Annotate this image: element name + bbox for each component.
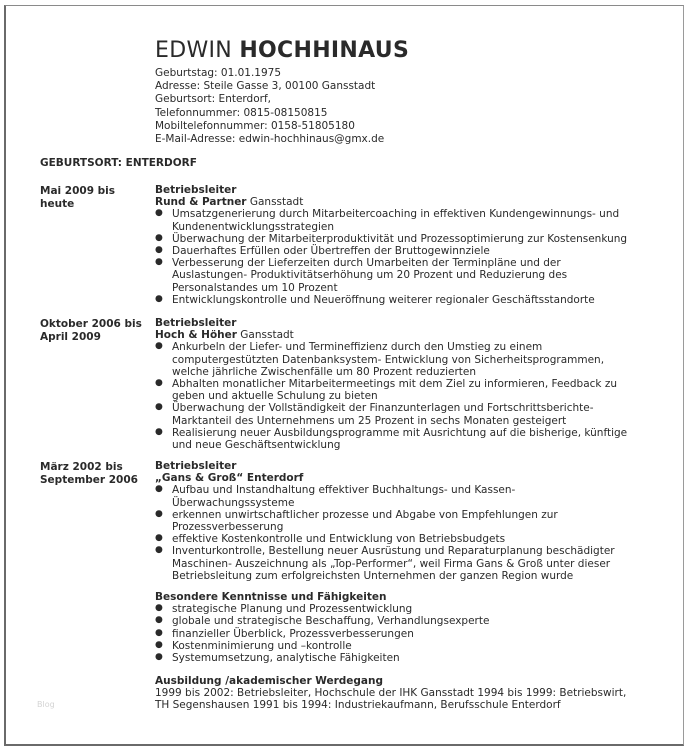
skills-title: Besondere Kenntnisse und Fähigkeiten bbox=[155, 591, 387, 603]
bullet-icon: ● bbox=[155, 402, 163, 413]
skills-section bbox=[155, 591, 635, 664]
job-title: Betriebsleiter bbox=[155, 184, 237, 196]
bullet-icon: ● bbox=[155, 378, 163, 389]
company-name: Hoch & Höher bbox=[155, 329, 237, 342]
job-date: Mai 2009 bis heute bbox=[40, 185, 116, 210]
birthday-line: Geburtstag: 01.01.1975 bbox=[155, 67, 282, 79]
education-section bbox=[155, 675, 635, 712]
job-entry bbox=[155, 460, 635, 582]
bullet-list bbox=[155, 341, 635, 451]
list-item: ● globale und strategische Beschaffung, Verhandlungsexperte bbox=[155, 615, 490, 628]
list-item: ● Inventurkontrolle, Bestellung neuer Ausrüstung und Reparaturplanung beschädigter Maschinen- Auszeichnung als „Top-Performer“, weil Firma Gans & Groß unter dieser Betriebsleitung zum erfolgreichsten Unternehmen der ganzen Region wurde bbox=[155, 545, 615, 582]
contact-block bbox=[155, 67, 384, 146]
bullet-icon: ● bbox=[155, 639, 163, 650]
bullet-icon: ● bbox=[155, 533, 163, 544]
bullet-icon: ● bbox=[155, 426, 163, 437]
job-entry bbox=[155, 184, 635, 306]
bullet-icon: ● bbox=[155, 341, 163, 352]
bullet-list bbox=[155, 484, 635, 582]
list-item: ● Überwachung der Mitarbeiterproduktivität und Prozessoptimierung zur Kostensenkung bbox=[155, 232, 628, 245]
list-item: ● strategische Planung und Prozessentwicklung bbox=[155, 603, 413, 616]
company-name: Rund & Partner bbox=[155, 196, 247, 209]
job-title: Betriebsleiter bbox=[155, 460, 237, 472]
bullet-list bbox=[155, 208, 635, 306]
company-city: Gansstadt bbox=[236, 329, 294, 342]
last-name: HOCHHINAUS bbox=[239, 38, 410, 63]
job-title: Betriebsleiter bbox=[155, 317, 237, 329]
list-item: ● Aufbau und Instandhaltung effektiver Buchhaltungs- und Kassen-Überwachungssysteme bbox=[155, 484, 516, 509]
bullet-icon: ● bbox=[155, 208, 163, 219]
company-line bbox=[155, 472, 635, 484]
list-item: ● Entwicklungskontrolle und Neueröffnung weiterer regionaler Geschäftsstandorte bbox=[155, 293, 595, 306]
company-city: Gansstadt bbox=[246, 196, 304, 209]
list-item: ● Umsatzgenerierung durch Mitarbeitercoaching in effektiven Kundengewinnungs- und Kundenentwicklungsstrategien bbox=[155, 208, 620, 233]
applicant-name bbox=[155, 38, 409, 63]
bullet-icon: ● bbox=[155, 508, 163, 519]
bullet-icon: ● bbox=[155, 545, 163, 556]
list-item: ● erkennen unwirtschaftlicher prozesse und Abgabe von Empfehlungen zur Prozessverbesserung bbox=[155, 508, 558, 534]
company-line bbox=[155, 196, 635, 208]
list-item: ● effektive Kostenkontrolle und Entwicklung von Betriebsbudgets bbox=[155, 533, 506, 546]
birthplace-line: Geburtsort: Enterdorf, bbox=[155, 93, 271, 106]
list-item: ● Verbesserung der Lieferzeiten durch Umarbeiten der Terminpläne und der Auslastungen- Produktivitätserhöhung um 20 Prozent und Reduzierung des Personalstandes um 10 Prozent bbox=[155, 257, 568, 294]
skills-list bbox=[155, 603, 635, 664]
job-entry bbox=[155, 317, 635, 451]
job-date: März 2002 bis September 2006 bbox=[40, 461, 138, 486]
first-name: EDWIN bbox=[155, 38, 233, 63]
company-line bbox=[155, 329, 635, 341]
job-date: Oktober 2006 bis April 2009 bbox=[40, 318, 142, 343]
list-item: ● Systemumsetzung, analytische Fähigkeiten bbox=[155, 652, 400, 665]
company-name: „Gans & Groß“ Enterdorf bbox=[155, 472, 304, 485]
section-heading: GEBURTSORT: ENTERDORF bbox=[40, 157, 197, 169]
bullet-icon: ● bbox=[155, 232, 163, 243]
list-item: ● Überwachung der Vollständigkeit der Finanzunterlagen und Fortschrittsberichte- Marktanteil des Unternehmens um 25 Prozent in sechs Monaten gesteigert bbox=[155, 402, 594, 427]
address-line: Adresse: Steile Gasse 3, 00100 Gansstadt bbox=[155, 80, 376, 93]
list-item: ● Kostenminimierung und –kontrolle bbox=[155, 639, 352, 652]
bullet-icon: ● bbox=[155, 484, 163, 495]
bullet-icon: ● bbox=[155, 293, 163, 304]
bullet-icon: ● bbox=[155, 652, 163, 663]
watermark: Blog bbox=[37, 700, 55, 709]
bullet-icon: ● bbox=[155, 257, 163, 268]
email-line: E-Mail-Adresse: edwin-hochhinaus@gmx.de bbox=[155, 133, 385, 146]
bullet-icon: ● bbox=[155, 627, 163, 638]
list-item: ● Abhalten monatlicher Mitarbeitermeetings mit dem Ziel zu informieren, Feedback zu geben und aktuelle Schulung zu bieten bbox=[155, 378, 617, 403]
education-title: Ausbildung /akademischer Werdegang bbox=[155, 675, 384, 687]
bullet-icon: ● bbox=[155, 615, 163, 626]
mobile-line: Mobiltelefonnummer: 0158-51805180 bbox=[155, 119, 355, 132]
list-item: ● Ankurbeln der Liefer- und Termineffizienz durch den Umstieg zu einem computergestützten Datenbanksystem- Entwicklung von Sicherheitsprogrammen, welche jährliche Zwischenfälle um 80 Prozent reduzierten bbox=[155, 341, 605, 378]
education-text: 1999 bis 2002: Betriebsleiter, Hochschule der IHK Gansstadt 1994 bis 1999: Betriebswirt, TH Segenshausen 1991 bis 1994: Industriekaufmann, Berufsschule Enterdorf bbox=[155, 687, 627, 712]
list-item: ● finanzieller Überblick, Prozessverbesserungen bbox=[155, 627, 414, 640]
phone-line: Telefonnummer: 0815-08150815 bbox=[155, 106, 328, 119]
list-item: ● Dauerhaftes Erfüllen oder Übertreffen der Bruttogewinnziele bbox=[155, 245, 490, 258]
list-item: ● Realisierung neuer Ausbildungsprogramme mit Ausrichtung auf die bisherige, künftige und neue Geschäftsentwicklung bbox=[155, 426, 628, 452]
bullet-icon: ● bbox=[155, 245, 163, 256]
bullet-icon: ● bbox=[155, 603, 163, 614]
